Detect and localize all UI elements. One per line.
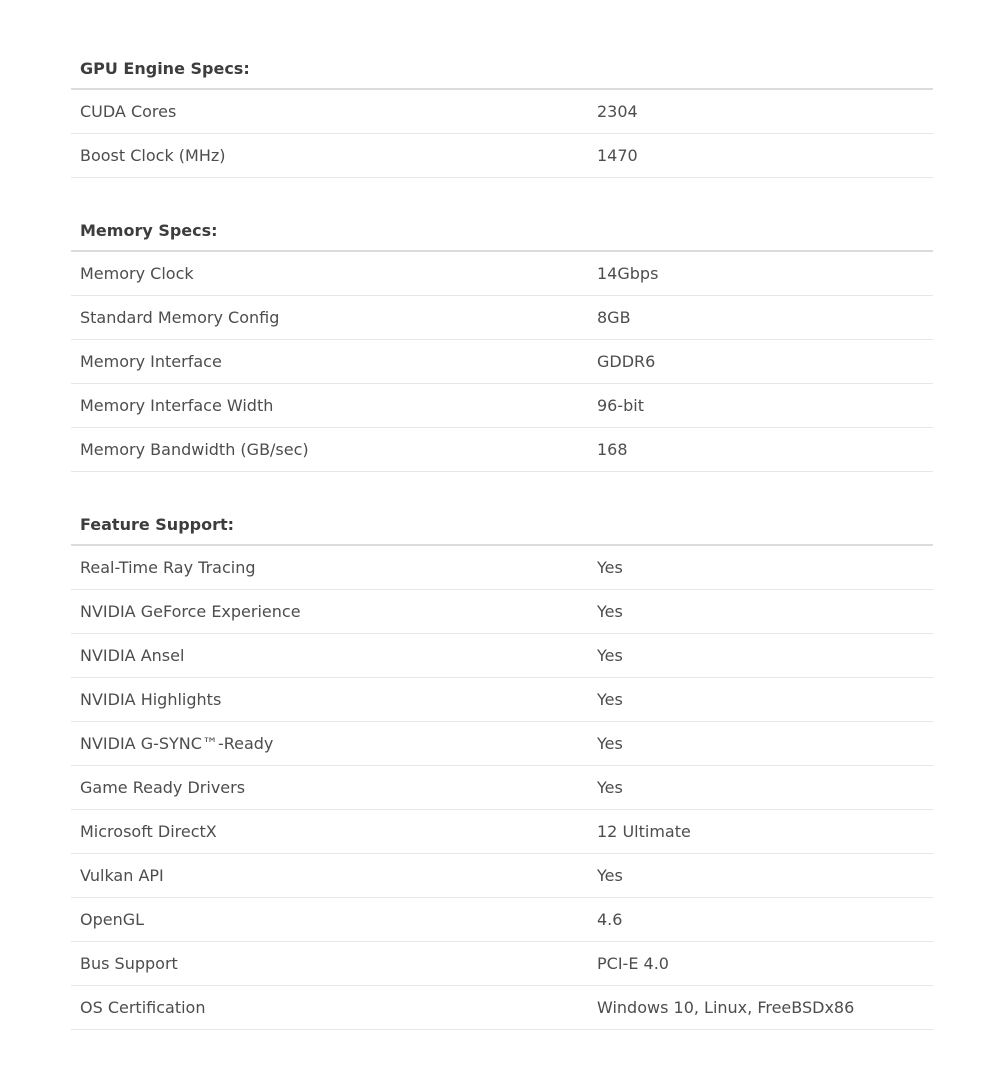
spec-label: OS Certification (80, 998, 206, 1017)
spec-value: 96-bit (597, 396, 645, 415)
spec-value: PCI-E 4.0 (597, 954, 669, 973)
spec-row (71, 854, 933, 898)
section-title: Memory Specs: (71, 212, 933, 252)
section-title: GPU Engine Specs: (71, 50, 933, 90)
spec-value: Windows 10, Linux, FreeBSDx86 (597, 998, 855, 1017)
spec-row (71, 546, 933, 590)
spec-row (71, 810, 933, 854)
spec-row (71, 252, 933, 296)
spec-label: NVIDIA GeForce Experience (80, 602, 301, 621)
spec-label: Standard Memory Config (80, 308, 280, 327)
spec-value: 168 (597, 440, 628, 459)
spec-label: NVIDIA Ansel (80, 646, 185, 665)
spec-label: NVIDIA Highlights (80, 690, 222, 709)
spec-label: Memory Bandwidth (GB/sec) (80, 440, 309, 459)
spec-label: Boost Clock (MHz) (80, 146, 226, 165)
spec-label: CUDA Cores (80, 102, 177, 121)
spec-value: 14Gbps (597, 264, 659, 283)
spec-row (71, 766, 933, 810)
spec-value: 8GB (597, 308, 631, 327)
spec-label: NVIDIA G-SYNC™-Ready (80, 734, 274, 753)
spec-value: Yes (597, 866, 623, 885)
spec-value: GDDR6 (597, 352, 656, 371)
spec-row (71, 428, 933, 472)
specs-container (71, 50, 933, 1030)
spec-label: Bus Support (80, 954, 178, 973)
spec-row (71, 634, 933, 678)
spec-value: Yes (597, 602, 623, 621)
spec-value: 12 Ultimate (597, 822, 691, 841)
spec-row (71, 590, 933, 634)
spec-value: Yes (597, 690, 623, 709)
spec-label: Memory Interface Width (80, 396, 274, 415)
spec-value: Yes (597, 734, 623, 753)
spec-value: Yes (597, 558, 623, 577)
spec-row (71, 90, 933, 134)
spec-label: Memory Interface (80, 352, 222, 371)
spec-label: Vulkan API (80, 866, 164, 885)
section-title: Feature Support: (71, 506, 933, 546)
spec-row (71, 384, 933, 428)
gpu-engine-specs-section (71, 50, 933, 178)
memory-specs-section (71, 212, 933, 472)
spec-label: Microsoft DirectX (80, 822, 217, 841)
spec-value: 1470 (597, 146, 638, 165)
spec-row (71, 134, 933, 178)
spec-row (71, 296, 933, 340)
spec-row (71, 942, 933, 986)
spec-row (71, 722, 933, 766)
spec-label: OpenGL (80, 910, 145, 929)
spec-row (71, 898, 933, 942)
spec-value: 4.6 (597, 910, 623, 929)
feature-support-section (71, 506, 933, 1030)
spec-label: Game Ready Drivers (80, 778, 246, 797)
spec-label: Real-Time Ray Tracing (80, 558, 256, 577)
spec-value: Yes (597, 778, 623, 797)
spec-value: Yes (597, 646, 623, 665)
spec-value: 2304 (597, 102, 638, 121)
spec-row (71, 986, 933, 1030)
spec-label: Memory Clock (80, 264, 194, 283)
spec-row (71, 340, 933, 384)
spec-row (71, 678, 933, 722)
